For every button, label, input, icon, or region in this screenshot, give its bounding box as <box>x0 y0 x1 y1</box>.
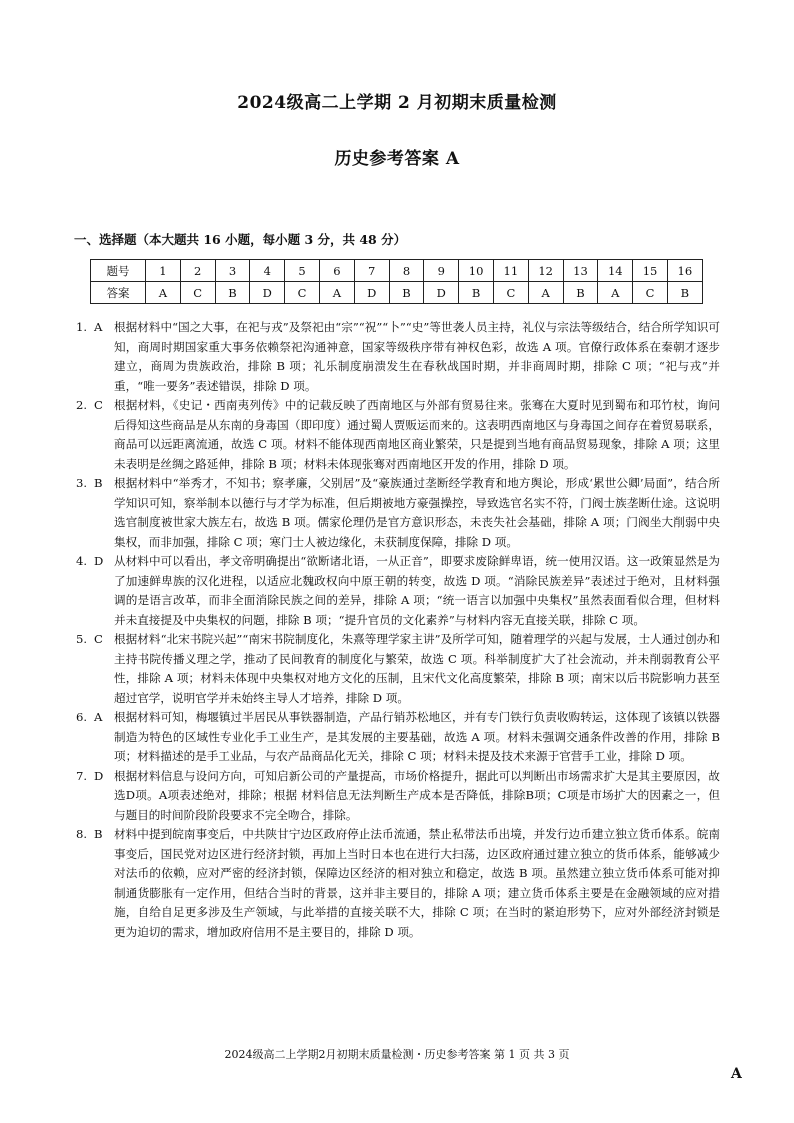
item-number: 7. <box>76 768 88 783</box>
answer-cell: B <box>459 282 494 304</box>
answer-table-answer-row <box>91 282 703 304</box>
item-number: 4. <box>76 554 88 568</box>
item-explanation: 根据材料中“举秀才，不知书；察孝廉，父别居”及“豪族通过垄断经学教育和地方舆论，形成‘累世公卿’局面”，结合所学知识可知，察举制本以德行与才学为标准，但后期被地方豪强操控，导致选官名实不符，门阀士族垄断仕途。这说明选官制度被世家大族左右，故选 B 项。儒家伦理仍是官方意识形态，未丧失社会基础，排除 A 项；门阀坐大削弱中央集权，而非加强，排除 C 项；寒门士人被边缘化，未获制度保障，排除 D 项。 <box>114 476 720 549</box>
question-number-cell: 13 <box>563 260 598 282</box>
item-explanation: 从材料中可以看出，孝文帝明确提出“欲断诸北语，一从正音”，即要求废除鲜卑语，统一使用汉语。这一政策显然是为了加速鲜卑族的汉化进程，以适应北魏政权向中原王朝的转变，故选 D 项。“消除民族差异”表述过于绝对，且材料强调的是语言改革，而非全面消除民族之间的差异，排除 A 项；“统一语言以加强中央集权”虽然表面看似合理，但材料并未直接提及中央集权的问题，排除 B 项；“提升官员的文化素养”与材料内容无直接关联，排除 C 项。 <box>114 554 720 627</box>
answer-table-number-row <box>91 260 703 282</box>
item-number: 1. <box>76 320 88 334</box>
question-number-cell: 5 <box>285 260 320 282</box>
item-explanation: 根据材料“北宋书院兴起”“南宋书院制度化，朱熹等理学家主讲”及所学可知，随着理学的兴起与发展，士人通过创办和主持书院传播义理之学，推动了民间教育的制度化与繁荣，故选 C 项。科举制度扩大了社会流动，并未削弱教育公平性，排除 A 项；材料未体现中央集权对地方文化的压制，且宋代文化高度繁荣，排除 B 项；南宋以后书院影响力甚至超过官学，说明官学并未始终主导人才培养，排除 D 项。 <box>114 632 720 705</box>
section-heading: 一、选择题（本大题共 16 小题，每小题 3 分，共 48 分） <box>74 232 407 247</box>
answer-table <box>90 259 703 304</box>
page-footer: 2024级高二上学期2月初期末质量检测・历史参考答案 第 1 页 共 3 页 <box>224 1048 570 1061</box>
answer-cell: D <box>424 282 459 304</box>
item-number: 3. <box>76 476 88 490</box>
item-answer: D <box>94 554 104 568</box>
table-row-label: 答案 <box>91 282 146 304</box>
list-item <box>76 825 720 942</box>
answer-cell: C <box>180 282 215 304</box>
item-number: 8. <box>76 827 88 841</box>
item-explanation: 根据材料中“国之大事，在祀与戎”及祭祀由“宗”“祝”“卜”“史”等世袭人员主持，礼仪与宗法等级结合，结合所学知识可知，商周时期国家重大事务依赖祭祀沟通神意，国家等级秩序带有神权色彩，故选 A 项。官僚行政体系在秦朝才逐步建立，商周为贵族政治，排除 B 项；礼乐制度崩溃发生在春秋战国时期，并非商周时期，排除 C 项；“祀与戎”并重，“唯一要务”表述错误，排除 D 项。 <box>114 320 720 393</box>
explanation-list <box>76 318 720 942</box>
question-number-cell: 14 <box>598 260 633 282</box>
item-explanation: 根据材料，《史记・西南夷列传》中的记载反映了西南地区与外部有贸易往来。张骞在大夏时见到蜀布和邛竹杖，询问后得知这些商品是从东南的身毒国（即印度）通过蜀人贾贩运而来的。这表明西南地区与身毒国之间存在着贸易联系，商品可以远距离流通，故选 C 项。材料不能体现西南地区商业繁荣，只是提到当地有商品贸易现象，排除 A 项；这里未表明是丝绸之路延伸，排除 B 项；材料未体现张骞对西南地区开发的作用，排除 D 项。 <box>114 398 720 471</box>
answer-cell: A <box>146 282 181 304</box>
item-number: 2. <box>76 398 88 412</box>
item-answer: D <box>94 768 104 783</box>
answer-cell: C <box>285 282 320 304</box>
list-item <box>76 552 720 630</box>
question-number-cell: 2 <box>180 260 215 282</box>
item-explanation: 根据材料信息与设问方向，可知启新公司的产量提高，市场价格提升，据此可以判断出市场需求扩大是其主要原因，故选D项。A项表述绝对，排除；根据 材料信息无法判断生产成本是否降低，排除B项；C项是市场扩大的因素之一，但与题目的时间阶段阶段要求不完全吻合，排除。 <box>114 768 720 822</box>
list-item <box>76 708 720 767</box>
list-item <box>76 630 720 708</box>
question-number-cell: 3 <box>215 260 250 282</box>
answer-cell: A <box>319 282 354 304</box>
answer-cell: B <box>215 282 250 304</box>
question-number-cell: 16 <box>667 260 702 282</box>
item-explanation: 根据材料可知，梅堰镇过半居民从事铁器制造，产品行销苏松地区，并有专门铁行负责收购转运，这体现了该镇以铁器制造为特色的区域性专业化手工业生产，是其发展的主要基础，故选 A 项。材料未强调交通条件改善的作用，排除 B 项；材料描述的是手工业品，与农产品商品化无关，排除 C 项；材料未提及技术来源于官营手工业，排除 D 项。 <box>114 710 720 763</box>
item-answer: A <box>94 710 103 724</box>
answer-cell: D <box>354 282 389 304</box>
answer-cell: A <box>528 282 563 304</box>
item-number: 5. <box>76 632 88 646</box>
question-number-cell: 12 <box>528 260 563 282</box>
question-number-cell: 1 <box>146 260 181 282</box>
answer-cell: A <box>598 282 633 304</box>
page-subtitle: 历史参考答案 A <box>334 149 460 169</box>
answer-cell: B <box>389 282 424 304</box>
answer-cell: B <box>667 282 702 304</box>
list-item <box>76 474 720 552</box>
item-answer: A <box>94 320 103 334</box>
table-row-label: 题号 <box>91 260 146 282</box>
question-number-cell: 15 <box>633 260 668 282</box>
item-explanation: 材料中提到皖南事变后，中共陕甘宁边区政府停止法币流通，禁止私带法币出境，并发行边币建立独立货币体系。皖南事变后，国民党对边区进行经济封锁，再加上当时日本也在进行大扫荡，边区政府通过建立独立的货币体系，能够减少对法币的依赖，应对严密的经济封锁，保障边区经济的相对独立和稳定，故选 B 项。虽然建立独立货币体系可能对抑制通货膨胀有一定作用，但结合当时的背景，这并非主要目的，排除 A 项；建立货币体系主要是在金融领域的应对措施，自给自足更多涉及生产领域，与此举措的直接关联不大，排除 C 项；在当时的紧迫形势下，应对外部经济封锁是更为迫切的需求，增加政府信用不是主要目的，排除 D 项。 <box>114 827 720 939</box>
question-number-cell: 7 <box>354 260 389 282</box>
item-answer: B <box>94 476 103 490</box>
list-item <box>76 318 720 396</box>
question-number-cell: 6 <box>319 260 354 282</box>
list-item <box>76 396 720 474</box>
question-number-cell: 9 <box>424 260 459 282</box>
question-number-cell: 10 <box>459 260 494 282</box>
item-number: 6. <box>76 710 88 724</box>
list-item <box>76 767 720 826</box>
item-answer: C <box>94 398 103 412</box>
page-title: 2024级高二上学期 2 月初期末质量检测 <box>237 93 557 113</box>
question-number-cell: 4 <box>250 260 285 282</box>
item-answer: B <box>94 827 103 841</box>
answer-cell: D <box>250 282 285 304</box>
question-number-cell: 8 <box>389 260 424 282</box>
version-mark: A <box>731 1066 742 1082</box>
answer-cell: C <box>633 282 668 304</box>
answer-cell: C <box>493 282 528 304</box>
item-answer: C <box>94 632 103 646</box>
answer-cell: B <box>563 282 598 304</box>
question-number-cell: 11 <box>493 260 528 282</box>
